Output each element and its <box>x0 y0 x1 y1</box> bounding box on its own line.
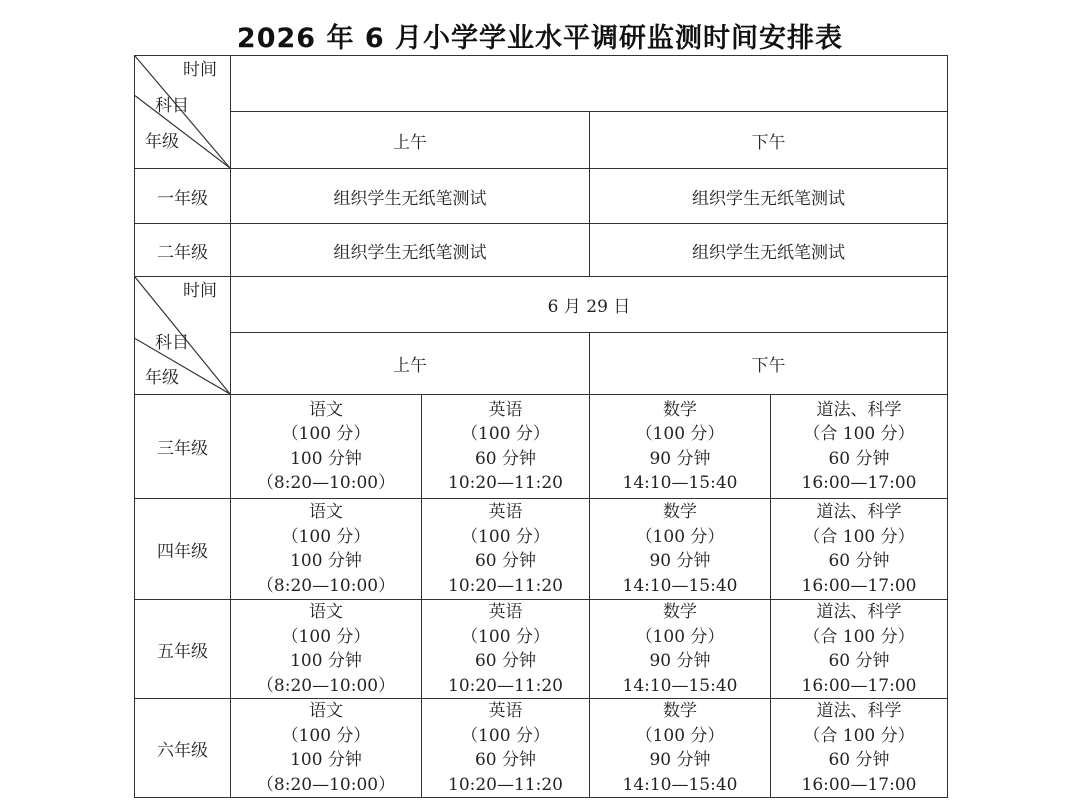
duration: 100 分钟 <box>290 750 362 770</box>
duration: 90 分钟 <box>649 448 711 469</box>
time-range: （8:20—10:00） <box>256 473 396 493</box>
exam-cell <box>422 499 590 600</box>
time-range: 10:20—11:20 <box>448 575 563 596</box>
duration: 60 分钟 <box>828 551 890 571</box>
time-range: 10:20—11:20 <box>448 675 563 696</box>
exam-cell <box>590 699 771 798</box>
duration: 90 分钟 <box>649 651 711 671</box>
duration: 60 分钟 <box>474 551 537 571</box>
table-row <box>135 699 948 798</box>
score: （合 100 分） <box>803 424 915 444</box>
time-range: 10:20—11:20 <box>448 774 563 795</box>
duration: 100 分钟 <box>290 551 362 571</box>
subject: 语文 <box>309 602 343 622</box>
grade-cell: 六年级 <box>135 699 231 798</box>
pm-label: 下午 <box>590 333 948 395</box>
grade-cell: 三年级 <box>135 395 231 499</box>
exam-cell <box>771 499 948 600</box>
duration: 60 分钟 <box>474 448 537 469</box>
subject: 数学 <box>663 399 697 420</box>
section2-date: 6 月 29 日 <box>231 277 948 333</box>
subject: 语文 <box>309 701 343 721</box>
exam-cell: 组织学生无纸笔测试 <box>590 169 948 224</box>
exam-cell <box>590 499 771 600</box>
am-label: 上午 <box>231 112 590 169</box>
exam-cell <box>422 699 590 798</box>
score: （合 100 分） <box>803 626 915 647</box>
grade-cell: 一年级 <box>135 169 231 224</box>
diagonal-header-cell-1 <box>135 56 231 169</box>
time-range: 10:20—11:20 <box>448 473 563 493</box>
subject: 语文 <box>309 502 343 522</box>
subject: 英语 <box>488 399 523 420</box>
subject-label: 科目 <box>155 333 189 353</box>
exam-cell <box>771 600 948 699</box>
duration: 60 分钟 <box>828 651 890 671</box>
grade-label: 年级 <box>145 132 179 152</box>
score: （100 分） <box>281 424 371 444</box>
time-range: 16:00—17:00 <box>801 575 917 596</box>
score: （100 分） <box>281 725 371 746</box>
time-label: 时间 <box>183 281 217 301</box>
score: （100 分） <box>461 725 550 746</box>
score: （100 分） <box>461 526 550 547</box>
duration: 60 分钟 <box>828 448 890 469</box>
subject-label: 科目 <box>155 96 189 116</box>
time-range: （8:20—10:00） <box>256 575 396 596</box>
subject: 英语 <box>488 502 523 522</box>
score: （合 100 分） <box>803 526 915 547</box>
table-row <box>135 224 948 277</box>
score: （合 100 分） <box>803 725 915 746</box>
exam-cell <box>590 600 771 699</box>
table-row <box>135 395 948 499</box>
time-range: 14:10—15:40 <box>622 675 738 696</box>
time-range: （8:20—10:00） <box>256 675 396 696</box>
pm-label: 下午 <box>590 112 948 169</box>
table-row <box>135 600 948 699</box>
exam-cell <box>771 699 948 798</box>
time-range: 16:00—17:00 <box>801 473 917 493</box>
exam-cell: 组织学生无纸笔测试 <box>231 224 590 277</box>
time-range: 14:10—15:40 <box>622 575 738 596</box>
exam-cell <box>231 499 422 600</box>
subject: 道法、科学 <box>816 701 902 721</box>
page-title: 2026 年 6 月小学学业水平调研监测时间安排表 <box>236 23 844 54</box>
score: （100 分） <box>635 725 725 746</box>
subject: 道法、科学 <box>816 502 902 522</box>
duration: 90 分钟 <box>649 551 711 571</box>
section1-date-row <box>135 56 948 112</box>
exam-cell: 组织学生无纸笔测试 <box>231 169 590 224</box>
subject: 道法、科学 <box>816 399 902 420</box>
score: （100 分） <box>461 626 550 647</box>
score: （100 分） <box>281 626 371 647</box>
exam-cell <box>231 600 422 699</box>
diagonal-header-cell-2 <box>135 277 231 395</box>
subject: 数学 <box>663 502 697 522</box>
exam-cell: 组织学生无纸笔测试 <box>590 224 948 277</box>
time-range: （8:20—10:00） <box>256 774 396 795</box>
grade-label: 年级 <box>145 368 179 388</box>
score: （100 分） <box>635 424 725 444</box>
subject: 数学 <box>663 701 697 721</box>
grade-cell: 二年级 <box>135 224 231 277</box>
section2-date-row <box>135 277 948 333</box>
duration: 100 分钟 <box>290 448 362 469</box>
time-label: 时间 <box>183 60 217 80</box>
exam-cell <box>422 600 590 699</box>
schedule-table <box>134 55 948 798</box>
exam-cell <box>231 395 422 499</box>
subject: 语文 <box>309 399 343 420</box>
score: （100 分） <box>635 526 725 547</box>
grade-cell: 五年级 <box>135 600 231 699</box>
section1-date-cell <box>231 56 948 112</box>
section1-period-row <box>135 112 948 169</box>
time-range: 14:10—15:40 <box>622 774 738 795</box>
subject: 英语 <box>488 602 523 622</box>
exam-cell <box>771 395 948 499</box>
subject: 数学 <box>663 602 697 622</box>
section2-period-row <box>135 333 948 395</box>
duration: 60 分钟 <box>828 750 890 770</box>
grade-cell: 四年级 <box>135 499 231 600</box>
table-row <box>135 499 948 600</box>
score: （100 分） <box>635 626 725 647</box>
exam-cell <box>422 395 590 499</box>
subject: 道法、科学 <box>816 602 902 622</box>
score: （100 分） <box>281 526 371 547</box>
duration: 90 分钟 <box>649 750 711 770</box>
am-label: 上午 <box>231 333 590 395</box>
duration: 60 分钟 <box>474 750 537 770</box>
subject: 英语 <box>488 701 523 721</box>
time-range: 14:10—15:40 <box>622 473 738 493</box>
duration: 100 分钟 <box>290 651 362 671</box>
score: （100 分） <box>461 424 550 444</box>
time-range: 16:00—17:00 <box>801 774 917 795</box>
exam-cell <box>590 395 771 499</box>
time-range: 16:00—17:00 <box>801 675 917 696</box>
exam-cell <box>231 699 422 798</box>
table-row <box>135 169 948 224</box>
duration: 60 分钟 <box>474 651 537 671</box>
